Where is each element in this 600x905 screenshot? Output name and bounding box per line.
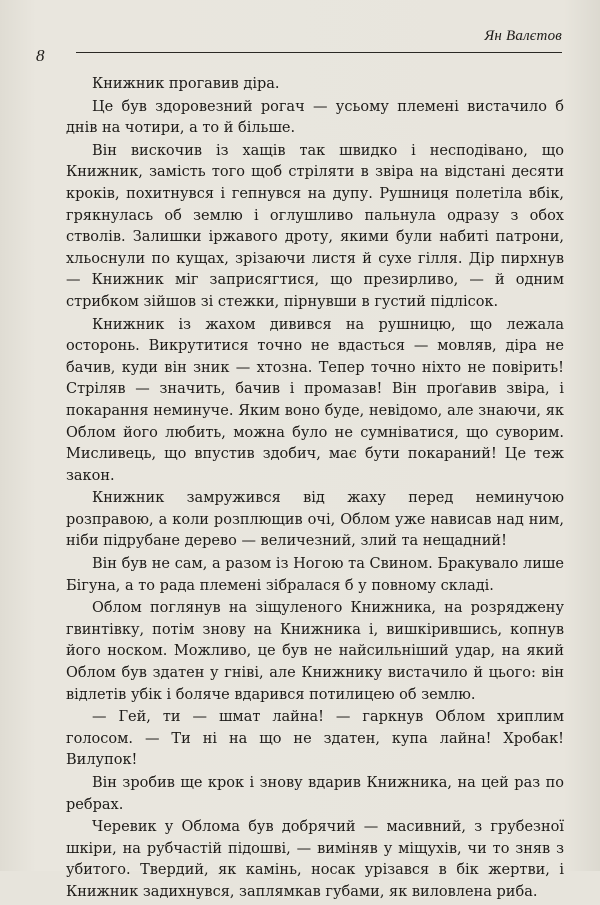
body-text	[66, 74, 564, 905]
paragraph: Облом поглянув на зіщуленого Книжника, на розряджену гвинтівку, потім знову на Книжника і, вишкірившись, копнув його носком. Можливо, це був не найсильніший удар, на який Облом був здатен у гніві, але Книжнику вистачило й цього: він відлетів убік і боляче вдарився потилицею об землю.	[66, 600, 564, 703]
page-number: 8	[36, 46, 45, 65]
paragraph: Він вискочив із хащів так швидко і несподівано, що Книжник, замість того щоб стріляти в звіра на відстані десяти кроків, похитнувся і гепнувся на дупу. Рушниця полетіла вбік, грякнулась об землю і оглушливо пальнула одразу з обох стволів. Залишки іржавого дроту, якими були набиті патрони, хльоснули по кущах, зрізаючи листя й сухе гілля. Дір пирхнув — Книжник міг заприсягтися, що презирливо, — й одним стрибком зійшов зі стежки, пірнувши в густий підлісок.	[66, 142, 564, 310]
paragraph: Книжник із жахом дивився на рушницю, що лежала осторонь. Викрутитися точно не вдасться — мовляв, діра не бачив, куди він зник — хтозна. Тепер точно ніхто не повірить! Стріляв — значить, бачив і промазав! Він проґавив звіра, і покарання неминуче. Яким воно буде, невідомо, але знаючи, як Облом його любить, можна було не сумніватися, що суворим. Мисливець, що впустив здобич, має бути покараний! Це теж закон.	[66, 316, 564, 484]
paragraph: Це був здоровезний рогач — усьому племені вистачило б днів на чотири, а то й більше.	[66, 98, 564, 137]
running-head-author: Ян Валєтов	[484, 28, 562, 44]
paragraph: — Гей, ти — шмат лайна! — гаркнув Облом хриплим голосом. — Ти ні на що не здатен, купа лайна! Хробак! Вилупок!	[66, 709, 564, 769]
paragraph: Книжник замружився від жаху перед неминучою розправою, а коли розплющив очі, Облом уже нависав над ним, ніби підрубане дерево — величезний, злий та нещадний!	[66, 490, 564, 550]
header-rule	[76, 52, 562, 53]
page-header	[36, 22, 562, 66]
paragraph: Він зробив ще крок і знову вдарив Книжника, на цей раз по ребрах.	[66, 775, 564, 813]
paragraph: Книжник прогавив діра.	[92, 76, 280, 92]
paragraph: Черевик у Облома був добрячий — масивний, з грубезної шкіри, на рубчастій підошві, — виміняв у міщухів, чи то зняв з убитого. Твердий, як камінь, носак урізався в бік жертви, і Книжник задихнувся, заплямкав губами, як виловлена риба.	[66, 819, 564, 900]
paragraph: Він був не сам, а разом із Ногою та Свином. Бракувало лише Бігуна, а то рада племені зібралася б у повному складі.	[66, 556, 564, 594]
